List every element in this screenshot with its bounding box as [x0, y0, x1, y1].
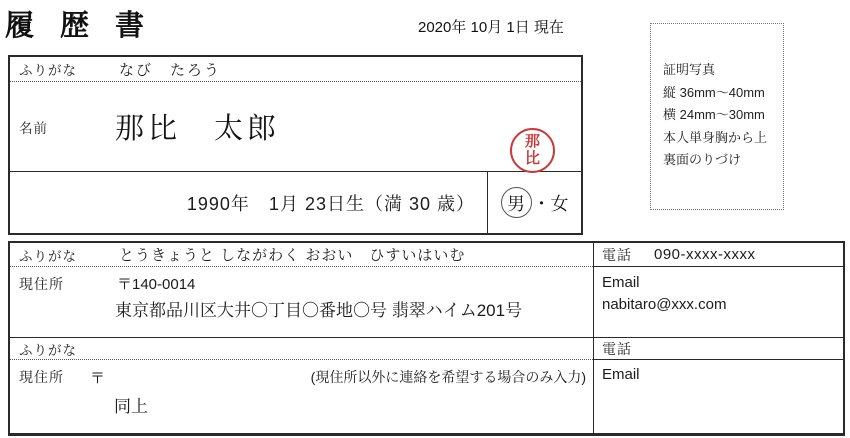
- email-label: Email: [602, 366, 640, 383]
- email-value: nabitaro@xxx.com: [602, 296, 727, 313]
- phone-value: 090-xxxx-xxxx: [654, 246, 756, 263]
- gender-female: 女: [550, 193, 569, 214]
- hanko-stamp-icon: [510, 128, 555, 173]
- birthdate-text: 1990年 1月 23日生（満 30 歳）: [186, 193, 475, 214]
- postal-mark: 〒: [90, 370, 106, 387]
- current-address-row: [10, 267, 593, 338]
- name-table: [8, 55, 583, 235]
- photo-box-line: 縦 36mm〜40mm: [663, 84, 765, 100]
- photo-box-line: 証明写真: [663, 62, 716, 77]
- phone-email-column: [594, 243, 843, 433]
- address-value: 東京都品川区大井〇丁目〇番地〇号 翡翠ハイム201号: [115, 301, 523, 320]
- contact-furigana-row: [10, 338, 593, 360]
- furigana-value: なび たろう: [119, 61, 222, 79]
- name-label: 名前: [19, 120, 48, 136]
- address-label: 現住所: [19, 369, 64, 385]
- address-column: [10, 243, 594, 433]
- furigana-label: ふりがな: [19, 63, 77, 78]
- address-furigana-value: とうきょうと しながわく おおい ひすいはいむ: [119, 247, 466, 264]
- furigana-label: ふりがな: [19, 342, 77, 358]
- contact-table: [8, 241, 845, 436]
- contact-address-row: [10, 360, 593, 433]
- postal-code: 〒140-0014: [117, 276, 196, 293]
- gender-dot: ・: [532, 193, 551, 214]
- furigana-label: ふりがな: [19, 248, 77, 264]
- name-value: 那比 太郎: [115, 113, 281, 145]
- email-label: Email: [602, 274, 640, 291]
- photo-guideline-box: [650, 23, 784, 210]
- address-label: 現住所: [19, 276, 64, 292]
- gender-male-circle: [501, 187, 532, 218]
- name-furigana-row: [10, 57, 581, 82]
- stamp-bottom-char: 比: [524, 149, 540, 167]
- phone-row: [594, 243, 843, 267]
- photo-box-line: 裏面のりづけ: [663, 152, 742, 167]
- photo-box-line: 本人単身胸から上: [663, 129, 768, 145]
- same-as-above: 同上: [114, 397, 148, 416]
- name-row: [10, 82, 581, 172]
- email-row: [594, 267, 843, 338]
- page-title: 履歴書: [5, 10, 171, 42]
- gender-male: 男: [507, 193, 525, 214]
- address-furigana-row: [10, 243, 593, 267]
- stamp-top-char: 那: [524, 133, 540, 150]
- current-date: 2020年 10月 1日 現在: [418, 19, 564, 36]
- contact-phone-row: [594, 338, 843, 360]
- phone-label: 電話: [602, 340, 632, 357]
- contact-note: (現住所以外に連絡を希望する場合のみ入力): [310, 369, 586, 385]
- gender-cell: [487, 172, 581, 233]
- phone-label: 電話: [602, 246, 632, 263]
- contact-email-row: [594, 360, 843, 433]
- birthdate-row: [10, 172, 581, 233]
- photo-box-line: 横 24mm〜30mm: [663, 107, 765, 122]
